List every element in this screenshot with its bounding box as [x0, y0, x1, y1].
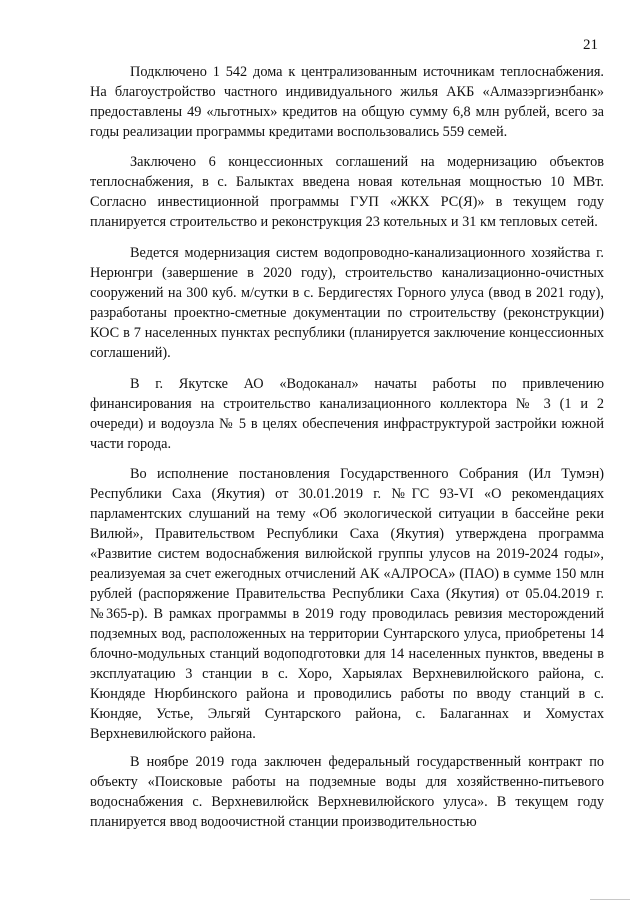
- paragraph-federal-contract: В ноябре 2019 года заключен федеральный государственный контракт по объекту «Поисковые работы на подземные воды для хозяйственно-питьевого водоснабжения с. Верхневилюйск Верхневилюйского улуса». В текущем году планируется ввод водоочистной станции производительностью: [90, 754, 604, 830]
- page-number: 21: [583, 37, 598, 53]
- document-body: [90, 62, 604, 832]
- paragraph-concession-agreements: Заключено 6 концессионных соглашений на модернизацию объектов теплоснабжения, в с. Балыктах введена новая котельная мощностью 10 МВт. Согласно инвестиционной программы ГУП «ЖКХ РС(Я)» в текущем году планируется строительство и реконструкция 23 котельных и 31 км тепловых сетей.: [90, 154, 604, 230]
- paragraph-yakutsk-vodokanal: В г. Якутске АО «Водоканал» начаты работы по привлечению финансирования на строительство канализационного коллектора № 3 (1 и 2 очереди) и водоузла № 5 в целях обеспечения инфраструктурой застройки южной части города.: [90, 376, 604, 452]
- paragraph-heat-supply: Подключено 1 542 дома к централизованным источникам теплоснабжения. На благоустройство частного индивидуального жилья АКБ «Алмазэргиэнбанк» предоставлены 49 «льготных» кредитов на общую сумму 6,8 млн рублей, всего за годы реализации программы кредитами воспользовались 559 семей.: [90, 64, 604, 140]
- page-edge-line: [590, 899, 630, 900]
- paragraph-water-modernization: Ведется модернизация систем водопроводно-канализационного хозяйства г. Нерюнгри (завершение в 2020 году), строительство канализационно-очистных сооружений на 300 куб. м/сутки в с. Бердигестях Горного улуса (ввод в 2021 году), разработаны проектно-сметные документации по строительству (реконструкции) КОС в 7 населенных пунктах республики (планируется заключение концессионных соглашений).: [90, 245, 604, 361]
- paragraph-vilyuy-program: Во исполнение постановления Государственного Собрания (Ил Тумэн) Республики Саха (Якутия) от 30.01.2019 г. №ГС 93-VI «О рекомендациях парламентских слушаний на тему «Об экологической ситуации в бассейне реки Вилюй», Правительством Республики Саха (Якутия) утверждена программа «Развитие систем водоснабжения вилюйской группы улусов на 2019-2024 годы», реализуемая за счет ежегодных отчислений АК «АЛРОСА» (ПАО) в сумме 150 млн рублей (распоряжение Правительства Республики Саха (Якутия) от 05.04.2019 г. №365-р). В рамках программы в 2019 году проводилась ревизия месторождений подземных вод, расположенных на территории Сунтарского улуса, приобретены 14 блочно-модульных станций водоподготовки для 14 населенных пунктов, введены в эксплуатацию 3 станции в с. Хоро, Харыялах Верхневилюйского района, с. Кюндяде Нюрбинского района и проводились работы по вводу станций в с. Кюндяе, Устье, Эльгяй Сунтарского района, с. Балаганнах и Хомустах Верхневилюйского района.: [90, 466, 604, 742]
